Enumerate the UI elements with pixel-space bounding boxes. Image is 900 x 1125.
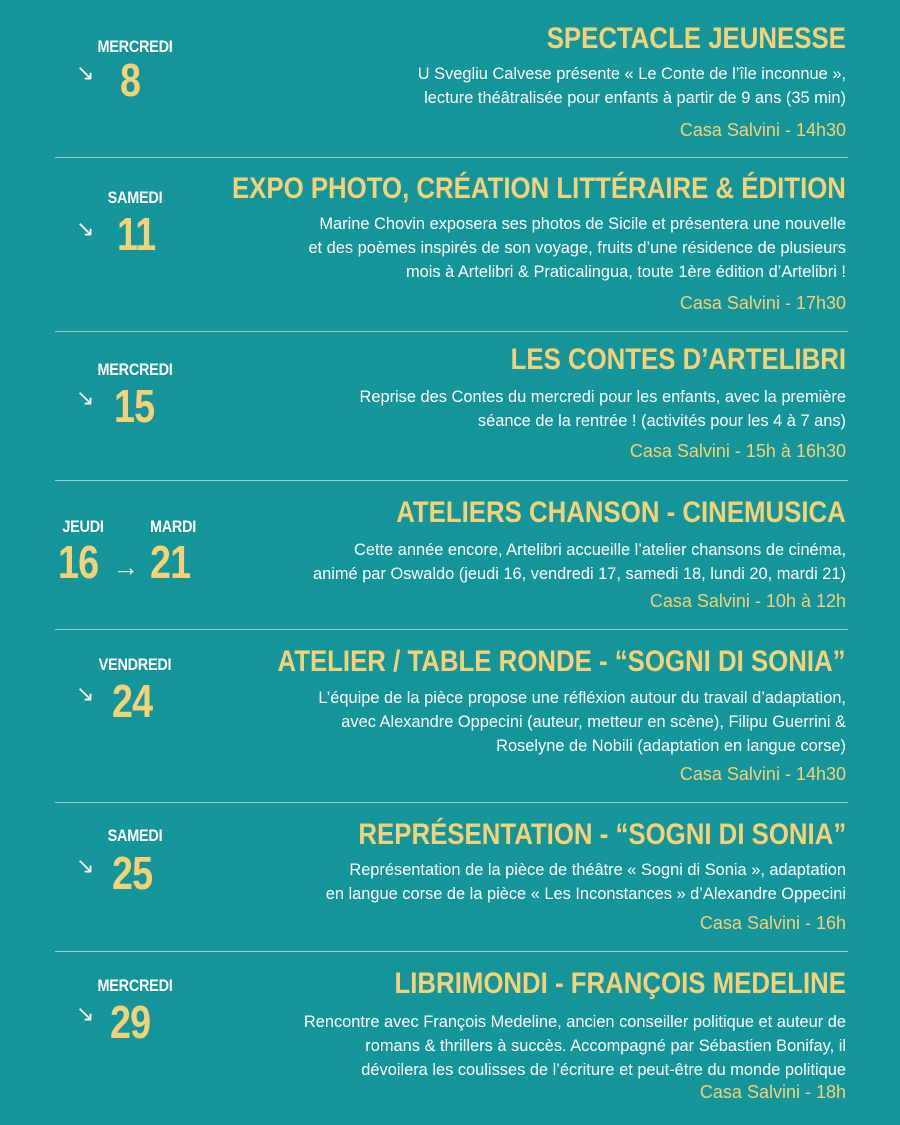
divider <box>55 802 848 803</box>
event-description: Rencontre avec François Medeline, ancien conseiller politique et auteur de romans & thrillers à succès. Accompagné par Sébastien Bonifay, il dévoilera les coulisses de l’écriture et peut-être du monde politique <box>303 1013 846 1079</box>
event-date: 24 <box>112 675 153 727</box>
event-venue: Casa Salvini - 14h30 <box>679 764 846 784</box>
arrow-right-icon: → <box>113 552 139 582</box>
event-day: MERCREDI <box>97 360 173 379</box>
arrow-down-right-icon: ↘ <box>76 853 95 878</box>
divider <box>55 629 848 630</box>
event-date-end: 21 <box>150 536 191 588</box>
event-day-start: JEUDI <box>62 517 104 536</box>
event-title: ATELIER / TABLE RONDE - “SOGNI DI SONIA” <box>277 645 846 678</box>
event-title: ATELIERS CHANSON - CINEMUSICA <box>396 496 846 529</box>
event-description: Représentation de la pièce de théâtre « Sogni di Sonia », adaptation en langue corse de la pièce « Les Inconstances » d’Alexandre Oppecini <box>325 861 846 903</box>
event-description: Marine Chovin exposera ses photos de Sicile et présentera une nouvelle et des poèmes inspirés de son voyage, fruits d’une résidence de plusieurs mois à Artelibri & Praticalingua, toute 1ère édition d’Artelibri ! <box>308 215 846 281</box>
event-title: LIBRIMONDI - FRANÇOIS MEDELINE <box>394 967 846 1000</box>
event-day-end: MARDI <box>149 517 197 536</box>
event-date: 29 <box>110 996 151 1048</box>
event-description: U Svegliu Calvese présente « Le Conte de l’île inconnue », lecture théâtralisée pour enfants à partir de 9 ans (35 min) <box>417 65 846 107</box>
event-venue: Casa Salvini - 18h <box>699 1082 846 1102</box>
event-title: SPECTACLE JEUNESSE <box>546 22 846 55</box>
event-day: MERCREDI <box>97 37 173 56</box>
event-title: EXPO PHOTO, CRÉATION LITTÉRAIRE & ÉDITION <box>232 172 846 205</box>
event-title: LES CONTES D’ARTELIBRI <box>510 343 846 376</box>
arrow-down-right-icon: ↘ <box>76 1001 95 1026</box>
event-venue: Casa Salvini - 14h30 <box>679 120 846 140</box>
divider <box>55 331 848 332</box>
divider <box>55 157 848 158</box>
event-day: SAMEDI <box>107 826 163 845</box>
event-venue: Casa Salvini - 10h à 12h <box>649 591 846 611</box>
event-venue: Casa Salvini - 17h30 <box>679 293 846 313</box>
arrow-down-right-icon: ↘ <box>76 216 95 241</box>
divider <box>55 951 848 952</box>
event-date: 11 <box>117 208 156 260</box>
event-description: Reprise des Contes du mercredi pour les enfants, avec la première séance de la rentrée ! (activités pour les 4 à 7 ans) <box>359 388 846 430</box>
event-venue: Casa Salvini - 16h <box>699 913 846 933</box>
event-venue: Casa Salvini - 15h à 16h30 <box>629 441 846 461</box>
event-title: REPRÉSENTATION - “SOGNI DI SONIA” <box>358 818 846 851</box>
event-description: Cette année encore, Artelibri accueille l’atelier chansons de cinéma, animé par Oswaldo (jeudi 16, vendredi 17, samedi 18, lundi 20, mardi 21) <box>313 541 846 583</box>
event-date: 8 <box>120 54 141 106</box>
event-date: 25 <box>112 847 153 899</box>
event-date-start: 16 <box>58 536 99 588</box>
event-day: MERCREDI <box>97 976 173 995</box>
arrow-down-right-icon: ↘ <box>76 681 95 706</box>
event-day: SAMEDI <box>107 188 163 207</box>
arrow-down-right-icon: ↘ <box>76 60 95 85</box>
event-date: 15 <box>114 380 155 432</box>
divider <box>55 480 848 481</box>
event-day: VENDREDI <box>98 655 172 674</box>
arrow-down-right-icon: ↘ <box>76 385 95 410</box>
event-description: L’équipe de la pièce propose une réfléxion autour du travail d’adaptation, avec Alexandre Oppecini (auteur, metteur en scène), Filipu Guerrini & Roselyne de Nobili (adaptation en langue corse) <box>318 689 846 755</box>
